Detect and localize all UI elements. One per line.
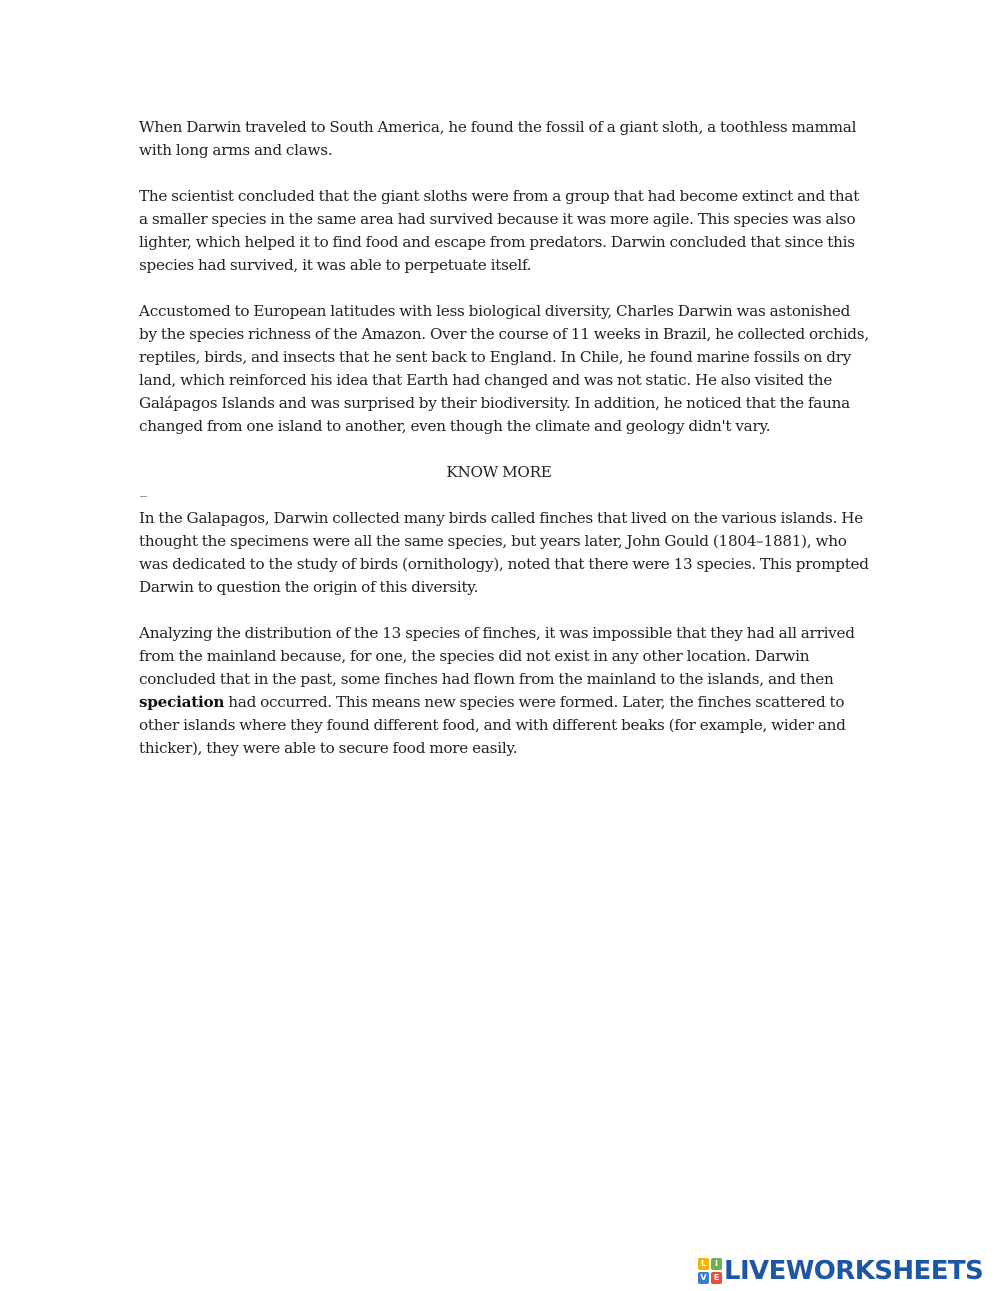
know-more-heading: KNOW MORE <box>446 463 552 481</box>
document-body <box>139 116 869 783</box>
logo-block-e: E <box>711 1272 722 1284</box>
liveworksheets-wordmark: LIVEWORKSHEETS <box>724 1256 984 1286</box>
paragraph-galapagos-finches: In the Galapagos, Darwin collected many birds called finches that lived on the various islands. He thought the specimens were all the same species, but years later, John Gould (1804–1881), who was dedicated to the study of birds (ornithology), noted that there were 13 species. This prompted Darwin to question the origin of this diversity. <box>139 509 869 596</box>
logo-block-v: V <box>698 1272 709 1284</box>
paragraph-extinction: The scientist concluded that the giant sloths were from a group that had become extinct and that a smaller species in the same area had survived because it was more agile. This species was also lighter, which helped it to find food and escape from predators. Darwin concluded that since this species had survived, it was able to perpetuate itself. <box>139 187 860 274</box>
paragraph-speciation <box>139 622 869 760</box>
paragraph-amazon-diversity: Accustomed to European latitudes with less biological diversity, Charles Darwin was astonished by the species richness of the Amazon. Over the course of 11 weeks in Brazil, he collected orchids, reptiles, birds, and insects that he sent back to England. In Chile, he found marine fossils on dry land, which reinforced his idea that Earth had changed and was not static. He also visited the Galápagos Islands and was surprised by their biodiversity. In addition, he noticed that the fauna changed from one island to another, even though the climate and geology didn't vary. <box>139 302 869 435</box>
liveworksheets-logo <box>698 1256 983 1286</box>
speciation-text-after: had occurred. This means new species were formed. Later, the finches scattered to other islands where they found different food, and with different beaks (for example, wider and thicker), they were able to secure food more easily. <box>139 693 846 757</box>
speciation-term: speciation <box>139 693 225 711</box>
logo-block-i: I <box>711 1258 722 1270</box>
small-dash-mark <box>140 496 147 497</box>
paragraph-giant-sloth: When Darwin traveled to South America, he found the fossil of a giant sloth, a toothless mammal with long arms and claws. <box>139 118 857 159</box>
liveworksheets-icon <box>698 1258 722 1284</box>
logo-block-l: L <box>698 1258 709 1270</box>
speciation-text-before: Analyzing the distribution of the 13 species of finches, it was impossible that they had all arrived from the mainland because, for one, the species did not exist in any other location. Darwin concluded that in the past, some finches had flown from the mainland to the islands, and then <box>139 624 855 688</box>
